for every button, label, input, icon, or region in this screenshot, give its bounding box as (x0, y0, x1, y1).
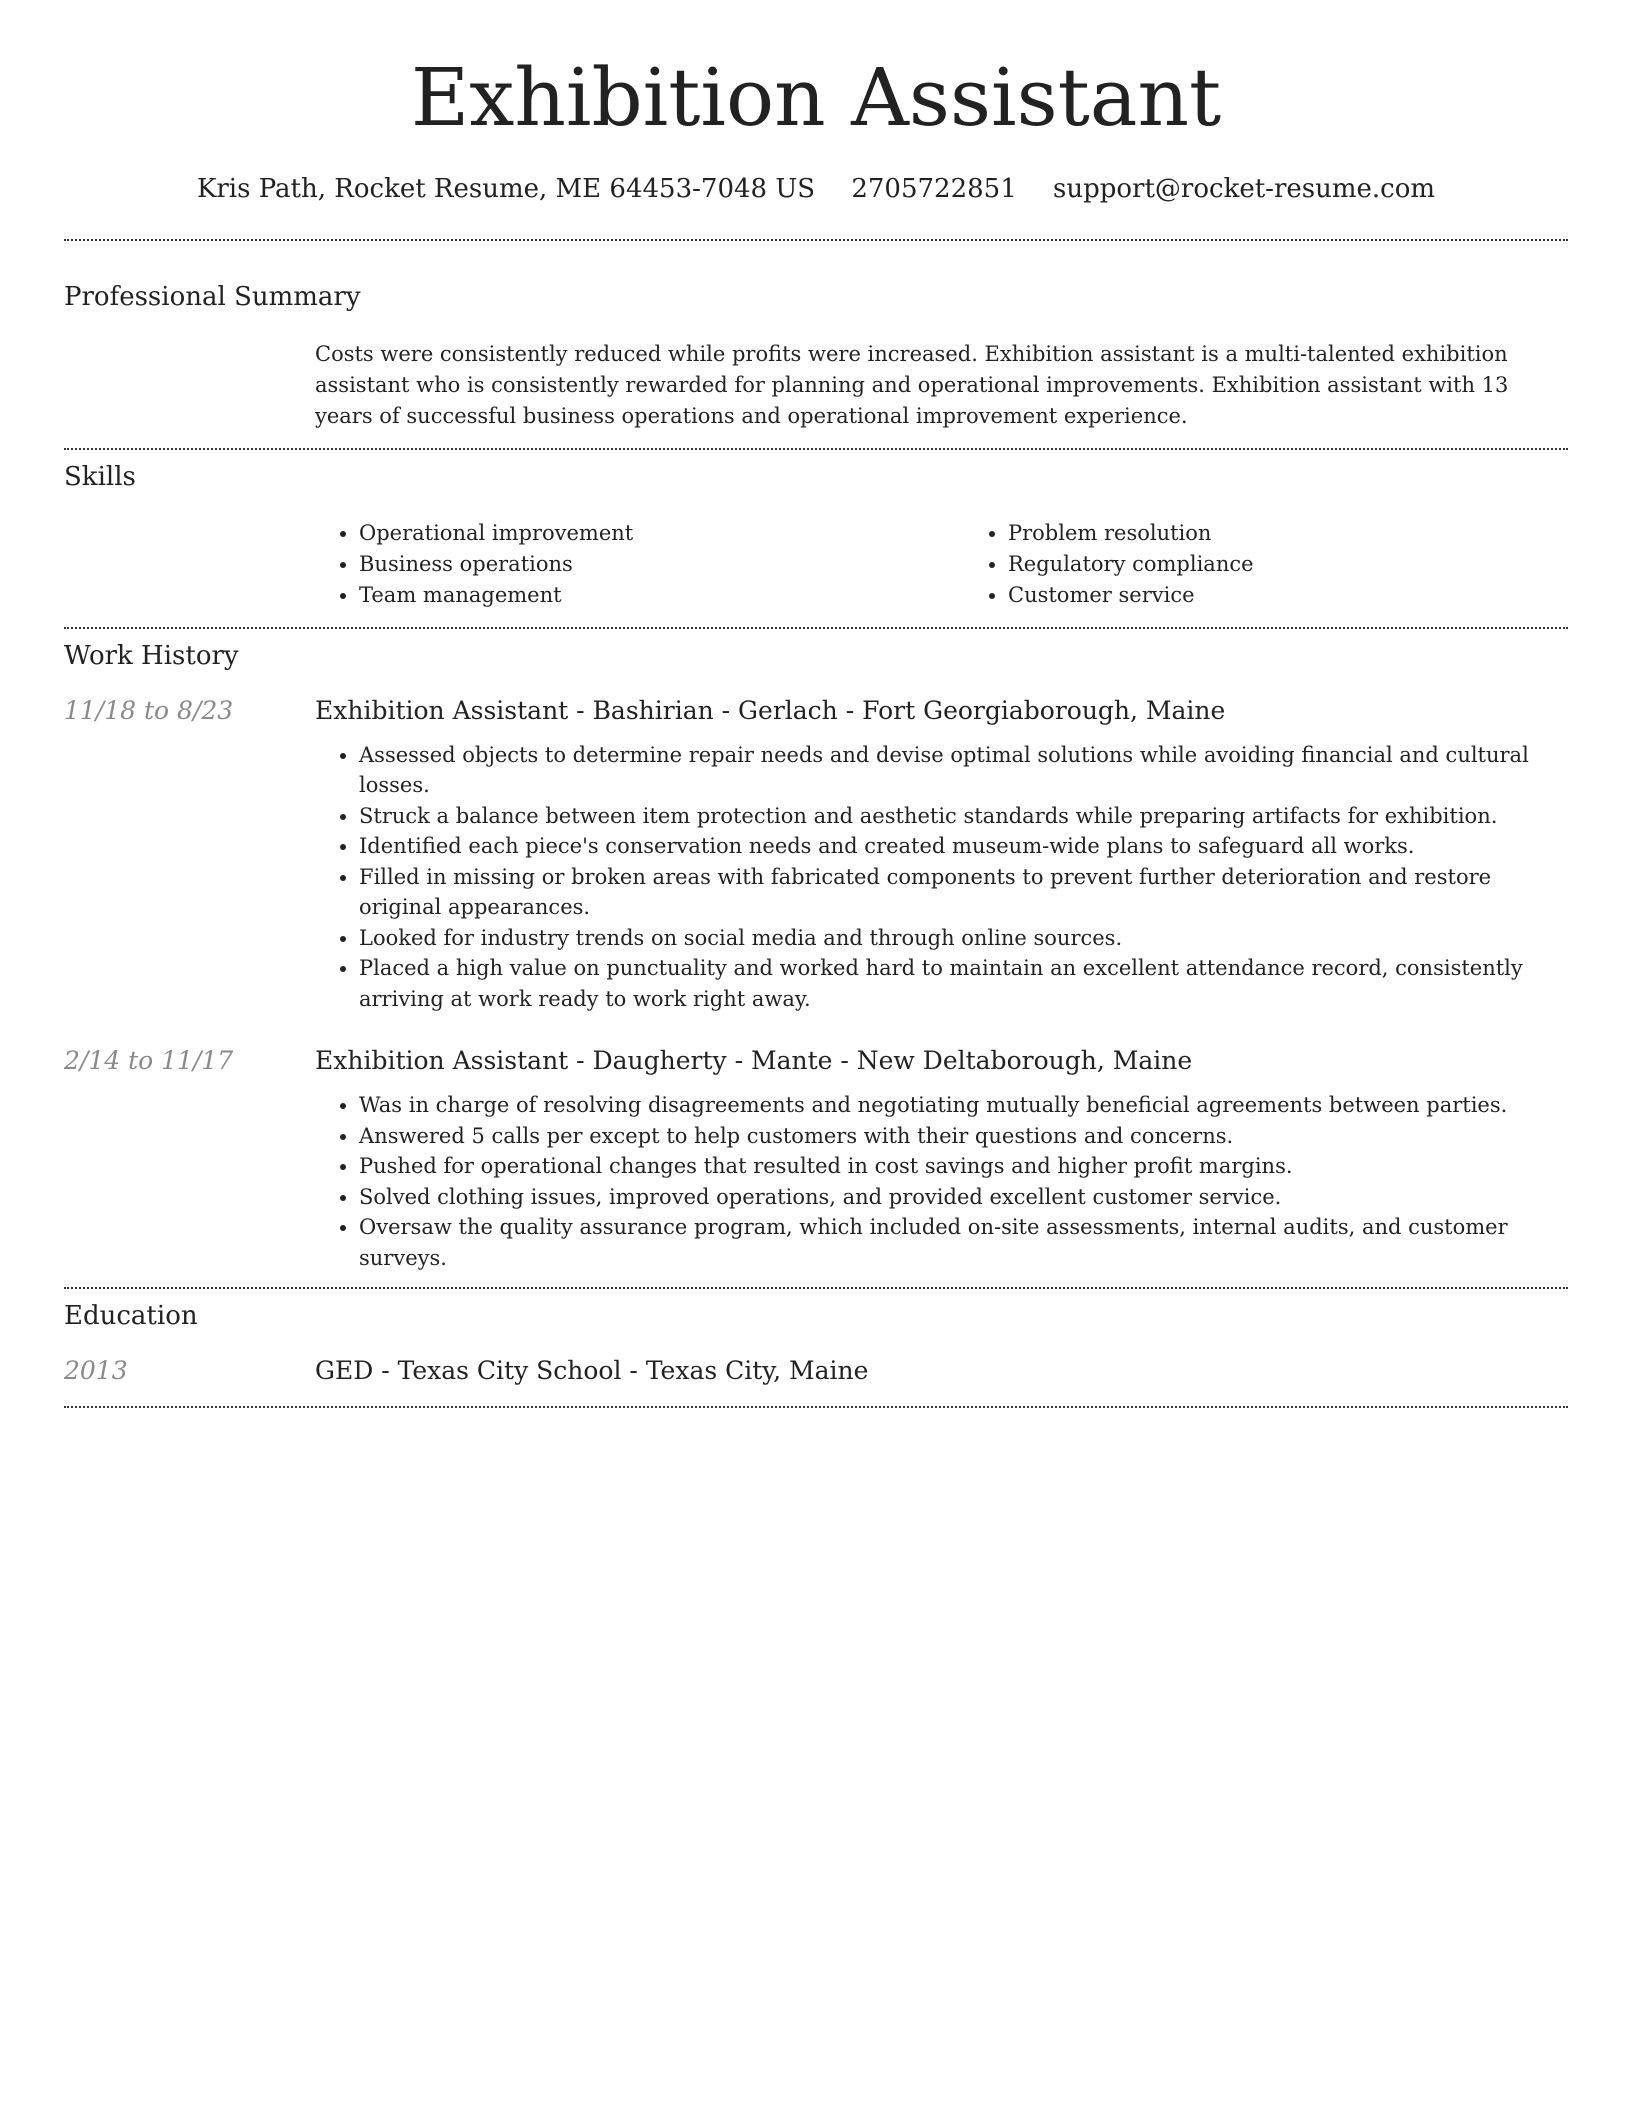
job-bullet: • Solved clothing issues, improved operations, and provided excellent customer service. (359, 1182, 1568, 1213)
job-bullet: • Assessed objects to determine repair needs and devise optimal solutions while avoiding financial and cultural losses. (359, 740, 1568, 801)
education-section (64, 1301, 1568, 1386)
contact-line (64, 174, 1568, 205)
job-bullet: • Looked for industry trends on social media and through online sources. (359, 923, 1568, 954)
summary-section (64, 282, 1568, 432)
contact-phone: 2705722851 (851, 174, 1017, 204)
contact-email[interactable]: support@rocket-resume.com (1053, 174, 1436, 204)
skills-section (64, 462, 1568, 610)
work-section (64, 641, 1568, 1274)
job-bullet: • Pushed for operational changes that resulted in cost savings and higher profit margins. (359, 1151, 1568, 1182)
summary-text: Costs were consistently reduced while profits were increased. Exhibition assistant is a multi-talented exhibition assistant who is consistently rewarded for planning and operational improvements. Exhibition assistant with 13 years of successful business operations and operational improvement experience. (315, 342, 1509, 429)
skill-item: • Business operations (359, 549, 919, 580)
resume-name: Exhibition Assistant (410, 51, 1222, 144)
resume-page (64, 0, 1568, 1408)
contact-address: Kris Path, Rocket Resume, ME 64453-7048 US (196, 174, 816, 204)
job-title: Exhibition Assistant - Bashirian - Gerlach - Fort Georgiaborough, Maine (315, 695, 1226, 725)
job-bullet: • Filled in missing or broken areas with fabricated components to prevent further deterioration and restore original appearances. (359, 862, 1568, 923)
skill-item: • Problem resolution (1008, 518, 1568, 549)
divider (64, 627, 1568, 629)
job-entry (64, 1046, 1568, 1273)
job-bullet: • Answered 5 calls per except to help customers with their questions and concerns. (359, 1121, 1568, 1152)
job-dates: 11/18 to 8/23 (64, 695, 234, 725)
skills-list-left (315, 518, 919, 611)
divider (64, 1406, 1568, 1408)
job-title: Exhibition Assistant - Daugherty - Mante - New Deltaborough, Maine (315, 1046, 1193, 1076)
skill-item: • Regulatory compliance (1008, 549, 1568, 580)
divider (64, 448, 1568, 450)
section-title-skills: Skills (64, 462, 136, 493)
job-bullet: • Struck a balance between item protection and aesthetic standards while preparing artifacts for exhibition. (359, 801, 1568, 832)
job-dates: 2/14 to 11/17 (64, 1046, 234, 1076)
job-bullet: • Identified each piece's conservation needs and created museum-wide plans to safeguard all works. (359, 831, 1568, 862)
divider (64, 239, 1568, 241)
education-entry: GED - Texas City School - Texas City, Maine (315, 1356, 869, 1386)
job-bullets (315, 1090, 1568, 1273)
skill-item: • Team management (359, 580, 919, 611)
section-title-education: Education (64, 1301, 198, 1332)
job-entry (64, 696, 1568, 1015)
education-year: 2013 (64, 1356, 128, 1386)
section-title-summary: Professional Summary (64, 282, 361, 313)
job-bullet: • Placed a high value on punctuality and worked hard to maintain an excellent attendance record, consistently arriving at work ready to work right away. (359, 953, 1568, 1014)
job-bullets (315, 740, 1568, 1015)
skill-item: • Operational improvement (359, 518, 919, 549)
job-bullet: • Was in charge of resolving disagreements and negotiating mutually beneficial agreements between parties. (359, 1090, 1568, 1121)
divider (64, 1287, 1568, 1289)
section-title-work: Work History (64, 640, 239, 671)
skill-item: • Customer service (1008, 580, 1568, 611)
job-bullet: • Oversaw the quality assurance program, which included on-site assessments, internal audits, and customer surveys. (359, 1212, 1568, 1273)
skills-list-right (964, 518, 1568, 611)
